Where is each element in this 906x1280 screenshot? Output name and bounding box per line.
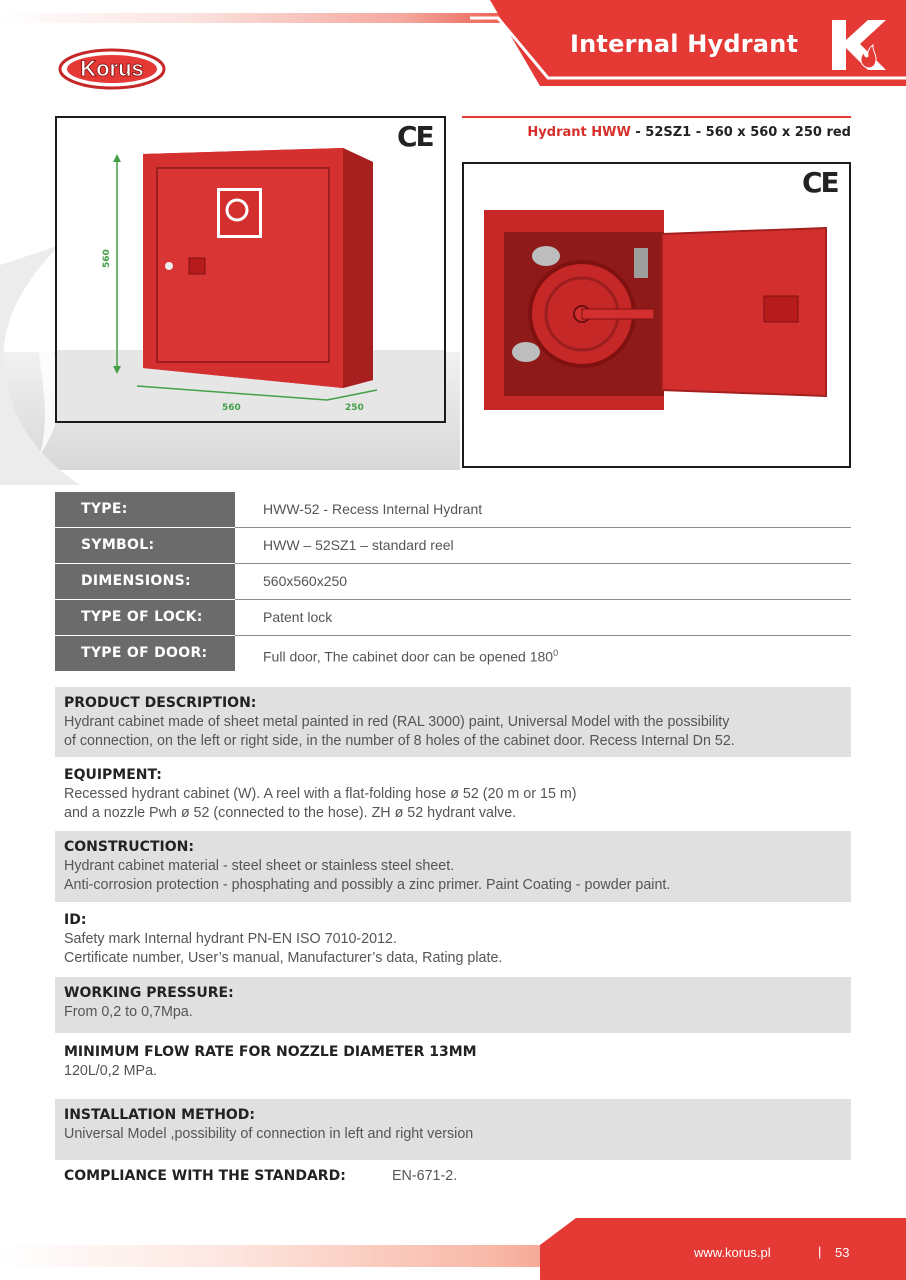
spec-row — [55, 528, 851, 564]
spec-row — [55, 564, 851, 600]
product-title-model: Hydrant HWW — [527, 125, 631, 140]
dim-width-label: 560 — [222, 403, 241, 413]
logo-text: Korus — [80, 56, 144, 81]
section-text: Hydrant cabinet made of sheet metal painted in red (RAL 3000) paint, Universal Model with the possibility — [64, 714, 730, 730]
spec-value: Patent lock — [263, 609, 333, 625]
section-product-description — [55, 687, 851, 757]
spec-value — [263, 636, 558, 671]
spec-value: HWW – 52SZ1 – standard reel — [263, 537, 454, 553]
ce-mark-icon: CE — [397, 120, 433, 153]
section-text: Certificate number, User’s manual, Manufacturer’s data, Rating plate. — [64, 949, 503, 966]
dim-depth-label: 250 — [345, 403, 364, 413]
dim-height-label: 560 — [102, 249, 112, 268]
section-text: Hydrant cabinet material - steel sheet or stainless steel sheet. — [64, 858, 455, 874]
product-title — [462, 125, 851, 140]
section-text: Universal Model ,possibility of connection in left and right version — [64, 1126, 474, 1142]
section-equipment — [55, 759, 851, 829]
section-text: Anti-corrosion protection - phosphating and possibly a zinc primer. Paint Coating - powder paint. — [64, 876, 671, 893]
product-title-rule — [462, 116, 851, 118]
section-text: From 0,2 to 0,7Mpa. — [64, 1004, 193, 1020]
spec-value-superscript: 0 — [553, 648, 559, 658]
section-id — [55, 904, 851, 974]
section-working-pressure — [55, 977, 851, 1033]
section-title: INSTALLATION METHOD: — [64, 1107, 256, 1123]
spec-label: TYPE OF DOOR: — [55, 636, 235, 671]
section-title: MINIMUM FLOW RATE FOR NOZZLE DIAMETER 13MM — [64, 1044, 477, 1060]
footer-website-link[interactable]: www.korus.pl — [694, 1245, 771, 1260]
page-number: 53 — [835, 1245, 850, 1260]
spec-label: DIMENSIONS: — [55, 564, 235, 599]
section-text: 120L/0,2 MPa. — [64, 1063, 157, 1079]
cabinet-open-illustration — [464, 164, 849, 466]
section-title: ID: — [64, 912, 87, 928]
section-title: EQUIPMENT: — [64, 767, 162, 783]
product-image-open — [462, 162, 851, 468]
fire-k-icon — [830, 18, 888, 72]
product-image-closed — [55, 116, 446, 423]
spec-value: 560x560x250 — [263, 573, 348, 589]
section-title: CONSTRUCTION: — [64, 839, 194, 855]
section-minimum-flow-rate — [55, 1036, 851, 1094]
korus-logo — [58, 46, 166, 92]
spec-row — [55, 636, 851, 672]
spec-label: SYMBOL: — [55, 528, 235, 563]
section-text: and a nozzle Pwh ø 52 (connected to the hose). ZH ø 52 hydrant valve. — [64, 804, 517, 821]
footer-separator: | — [818, 1244, 822, 1259]
section-text: Recessed hydrant cabinet (W). A reel with a flat-folding hose ø 52 (20 m or 15 m) — [64, 786, 577, 802]
compliance-value: EN-671-2. — [392, 1168, 458, 1184]
spec-label: TYPE OF LOCK: — [55, 600, 235, 635]
header-gradient-strip — [0, 13, 540, 23]
spec-row — [55, 600, 851, 636]
section-title: WORKING PRESSURE: — [64, 985, 234, 1001]
section-installation-method — [55, 1099, 851, 1160]
page-title: Internal Hydrant — [570, 30, 799, 58]
compliance-label: COMPLIANCE WITH THE STANDARD: — [64, 1168, 346, 1184]
section-construction — [55, 831, 851, 902]
product-title-spec: - 52SZ1 - 560 x 560 x 250 red — [630, 125, 851, 140]
cabinet-closed-illustration — [57, 118, 444, 421]
ce-mark-icon: CE — [802, 166, 838, 199]
spec-value: HWW-52 - Recess Internal Hydrant — [263, 501, 483, 517]
section-title: PRODUCT DESCRIPTION: — [64, 695, 257, 711]
spec-value-text: Full door, The cabinet door can be opened 180 — [263, 648, 554, 665]
section-text: of connection, on the left or right side, in the number of 8 holes of the cabinet door. Recess Internal Dn 52. — [64, 732, 735, 749]
spec-row — [55, 492, 851, 528]
compliance-row — [64, 1168, 844, 1188]
section-text: Safety mark Internal hydrant PN-EN ISO 7010-2012. — [64, 931, 397, 947]
spec-label: TYPE: — [55, 492, 235, 527]
